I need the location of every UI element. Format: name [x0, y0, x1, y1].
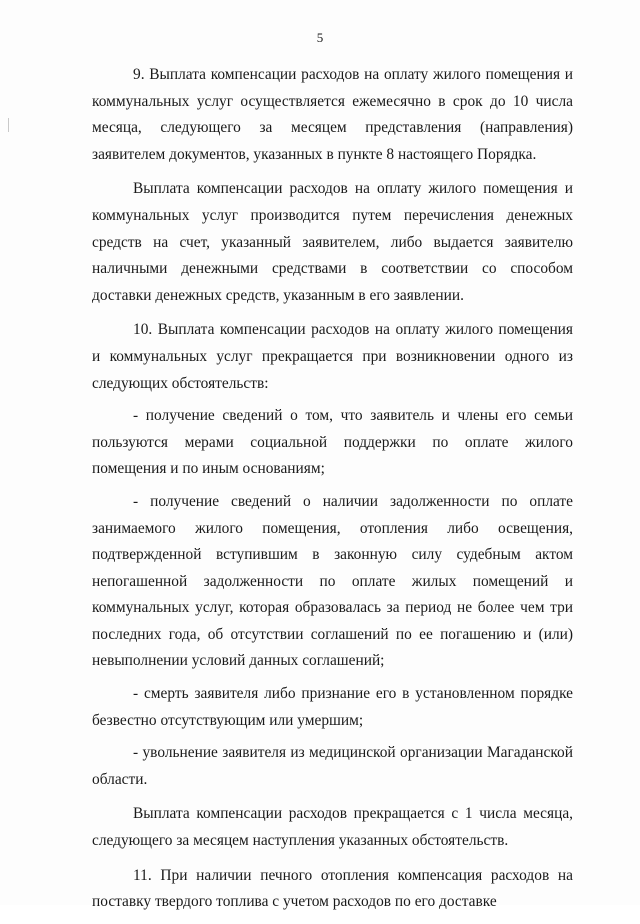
paragraph-9: 9. Выплата компенсации расходов на оплату жилого помещения и коммунальных услуг осуществляется ежемесячно в срок до 10 числа месяца, следующего за месяцем представления (направления) заявителем документов, указанных в пункте 8 настоящего Порядка. [92, 66, 573, 163]
paragraph-10-termination-date: Выплата компенсации расходов прекращается с 1 числа месяца, следующего за месяцем наступления указанных обстоятельств. [92, 805, 573, 850]
paragraph-10-item-social-support: - получение сведений о том, что заявитель и члены его семьи пользуются мерами социальной поддержки по оплате жилого помещения и по иным основаниям; [92, 407, 573, 478]
paragraph-9-payment-method: Выплата компенсации расходов на оплату жилого помещения и коммунальных услуг производится путем перечисления денежных средств на счет, указанный заявителем, либо выдается заявителю наличными денежными средствами в соответствии со способом доставки денежных средств, указанным в его заявлении. [92, 180, 573, 304]
scan-margin-mark [8, 118, 9, 132]
paragraph-10-item-death: - смерть заявителя либо признание его в установленном порядке безвестно отсутствующим или умершим; [92, 685, 573, 729]
paragraph-10: 10. Выплата компенсации расходов на оплату жилого помещения и коммунальных услуг прекращается при возникновении одного из следующих обстоятельств: [92, 321, 573, 392]
document-body [92, 62, 573, 924]
paragraph-10-item-debt: - получение сведений о наличии задолженности по оплате занимаемого жилого помещения, отопления либо освещения, подтвержденной вступившим в законную силу судебным актом непогашенной задолженности по оплате жилых помещений и коммунальных услуг, которая образовалась за период не более чем три последних года, об отсутствии соглашений по ее погашению и (или) невыполнении условий данных соглашений; [92, 492, 573, 670]
page-number: 5 [316, 30, 324, 45]
paragraph-11: 11. При наличии печного отопления компенсация расходов на поставку твердого топлива с учетом расходов по его доставке [92, 866, 573, 911]
paragraph-10-item-dismissal: - увольнение заявителя из медицинской организации Магаданской области. [92, 744, 573, 788]
